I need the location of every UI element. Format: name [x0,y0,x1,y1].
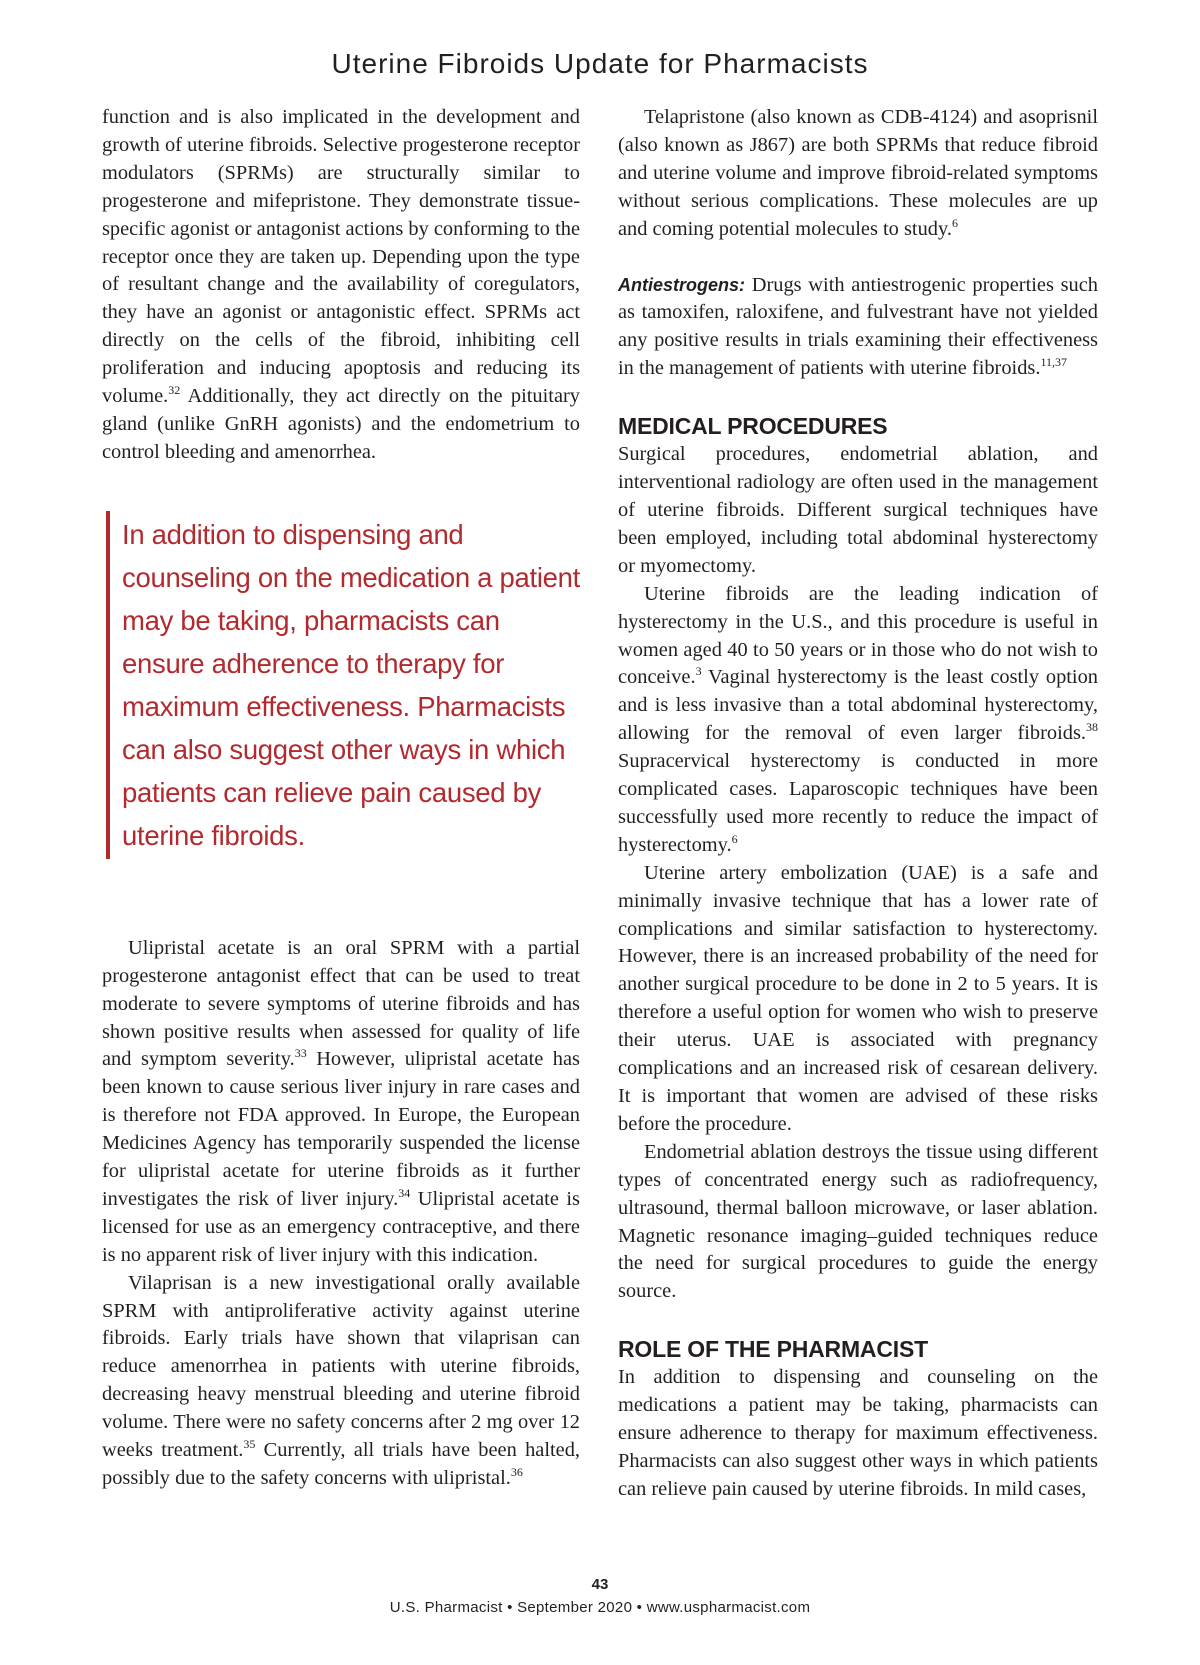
text: Vilaprisan is a new investigational orally available SPRM with antiproliferative activity against uterine fibroids. Early trials have shown that vilaprisan can reduce amenorrhea in patients with uterine fibroids, decreasing heavy menstrual bleeding and uterine fibroid volume. There were no safety concerns after 2 mg over 12 weeks treatment. [102,1271,580,1462]
paragraph-pharmacist-role: In addition to dispensing and counseling on the medications a patient may be taking, pharmacists can ensure adherence to therapy for maximum effectiveness. Pharmacists can also suggest other ways in which patients can relieve pain caused by uterine fibroids. In mild cases, [618,1366,1098,1500]
page-number: 43 [591,1576,609,1593]
text: Vaginal hysterectomy is the least costly option and is less invasive than a total abdominal hysterectomy, allowing for the removal of even larger fibroids. [618,666,1098,745]
text: Supracervical hysterectomy is conducted in more complicated cases. Laparoscopic techniques have been successfully used more recently to reduce the impact of hysterectomy. [618,750,1098,856]
citation: 6 [731,832,738,847]
citation: 32 [168,383,181,398]
citation: 34 [398,1186,411,1201]
paragraph-endometrial-ablation: Endometrial ablation destroys the tissue using different types of concentrated energy such as radiofrequency, ultrasound, thermal balloon microwave, or laser ablation. Magnetic resonance imaging–guided techniques reduce the need for surgical procedures to guide the energy source. [618,1140,1098,1303]
text: Additionally, they act directly on the pituitary gland (unlike GnRH agonists) and the endometrium to control bleeding and amenorrhea. [102,385,580,463]
citation: 11,37 [1040,355,1067,370]
text: Telapristone (also known as CDB-4124) and asoprisnil (also known as J867) are both SPRMs that reduce fibroid and uterine volume and improve fibroid-related symptoms without serious complications. These molecules are up and coming potential molecules to study. [618,106,1098,240]
running-header: Uterine Fibroids Update for Pharmacists [331,48,869,79]
citation: 38 [1086,720,1098,735]
paragraph-telapristone [618,104,1098,244]
paragraph-surgical: Surgical procedures, endometrial ablation, and interventional radiology are often used in the management of uterine fibroids. Different surgical techniques have been employed, including total abdominal hysterectomy or myomectomy. [618,443,1098,577]
citation: 36 [510,1465,523,1480]
text: Ulipristal acetate is licensed for use as an emergency contraceptive, and there is no apparent risk of liver injury with this indication. [102,1187,580,1266]
paragraph-sprm-intro [102,104,580,467]
paragraph-antiestrogens [618,272,1098,384]
text: Ulipristal acetate is an oral SPRM with a partial progesterone antagonist effect that can be used to treat moderate to severe symptoms of uterine fibroids and has shown positive results when assessed for quality of life and symptom severity. [102,936,580,1071]
paragraph-hysterectomy [618,581,1098,860]
citation: 3 [695,664,702,679]
pull-quote: In addition to dispensing and counseling on the medication a patient may be taking, pharmacists can ensure adherence to therapy for maximum effectiveness. Pharmacists can also suggest other ways in which patients can relieve pain caused by uterine fibroids. [106,511,580,859]
left-column [102,104,580,1493]
heading-medical-procedures: MEDICAL PROCEDURES [618,413,888,440]
antiestrogens-label: Antiestrogens: [618,274,746,295]
citation: 35 [243,1437,256,1452]
publication-footer: U.S. Pharmacist • September 2020 • www.uspharmacist.com [389,1599,811,1616]
text: function and is also implicated in the development and growth of uterine fibroids. Selective progesterone receptor modulators (SPRMs) are structurally similar to progesterone and mifepristone. They demonstrate tissue-specific agonist or antagonist actions by conforming to the receptor once they are taken up. Depending upon the type of resultant change and the availability of coregulators, they have an agonist or antagonistic effect. SPRMs act directly on the cells of the fibroid, inhibiting cell proliferation and inducing apoptosis and reducing its volume. [102,106,580,408]
text: Currently, all trials have been halted, possibly due to the safety concerns with ulipristal. [102,1439,580,1489]
text: Uterine fibroids are the leading indication of hysterectomy in the U.S., and this procedure is useful in women aged 40 to 50 years or in those who do not wish to conceive. [618,582,1098,689]
heading-role-of-pharmacist: ROLE OF THE PHARMACIST [618,1336,928,1363]
right-column [618,104,1098,1504]
paragraph-uae: Uterine artery embolization (UAE) is a safe and minimally invasive technique that has a lower rate of complications and similar satisfaction to hysterectomy. However, there is an increased probability of the need for another surgical procedure to be done in 2 to 5 years. It is therefore a useful option for women who wish to preserve their uterus. UAE is associated with pregnancy complications and an increased risk of cesarean delivery. It is important that women are advised of these risks before the procedure. [618,861,1098,1135]
paragraph-ulipristal [102,935,580,1270]
paragraph-vilaprisan [102,1270,580,1493]
citation: 6 [951,215,958,230]
text: However, ulipristal acetate has been known to cause serious liver injury in rare cases and is therefore not FDA approved. In Europe, the European Medicines Agency has temporarily suspended the license for ulipristal acetate for uterine fibroids as it further investigates the risk of liver injury. [102,1048,580,1210]
citation: 33 [294,1046,307,1061]
text: Drugs with antiestrogenic properties such as tamoxifen, raloxifene, and fulvestrant have not yielded any positive results in trials examining their effectiveness in the management of patients with uterine fibroids. [618,273,1098,380]
